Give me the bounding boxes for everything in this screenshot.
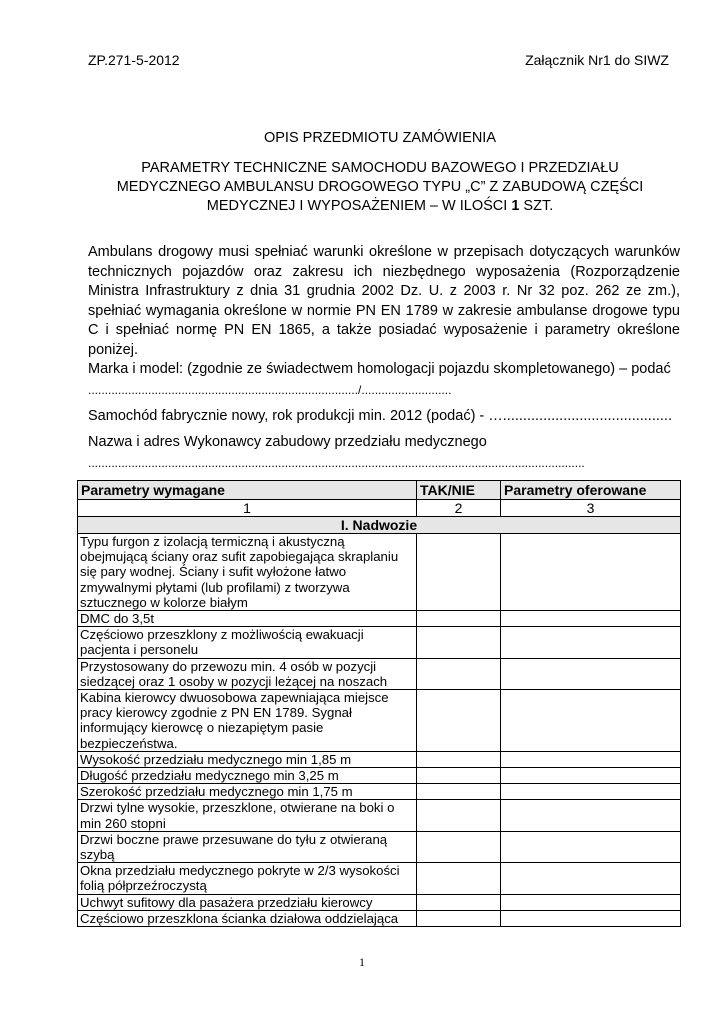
subtitle-line-3-text: MEDYCZNEJ I WYPOSAŻENIEM – W ILOŚCI bbox=[206, 198, 512, 214]
offered-param-cell[interactable] bbox=[501, 831, 681, 862]
yes-no-cell[interactable] bbox=[417, 627, 501, 658]
column-number: 2 bbox=[417, 500, 501, 517]
contractor-label: Nazwa i adres Wykonawcy zabudowy przedziału medycznego bbox=[88, 434, 487, 450]
table-row bbox=[78, 784, 681, 800]
contractor-field[interactable]: ..................................................................................................................................................... bbox=[88, 456, 585, 470]
param-description: Okna przedziału medycznego pokryte w 2/3 wysokości folią półprzeźroczystą bbox=[78, 863, 417, 894]
table-row bbox=[78, 751, 681, 767]
offered-param-cell[interactable] bbox=[501, 800, 681, 831]
table-row bbox=[78, 863, 681, 894]
table-row bbox=[78, 611, 681, 627]
offered-param-cell[interactable] bbox=[501, 784, 681, 800]
document-title: OPIS PRZEDMIOTU ZAMÓWIENIA bbox=[263, 130, 496, 146]
yes-no-cell[interactable] bbox=[417, 800, 501, 831]
table-row bbox=[78, 627, 681, 658]
offered-param-cell[interactable] bbox=[501, 768, 681, 784]
param-description: Długość przedziału medycznego min 3,25 m bbox=[78, 768, 417, 784]
param-description: Kabina kierowcy dwuosobowa zapewniająca miejsce pracy kierowcy zgodnie z PN EN 1789. Sygnał informujący kierowcę o niezapiętym pasie bezpieczeństwa. bbox=[78, 690, 417, 752]
table-row bbox=[78, 768, 681, 784]
yes-no-cell[interactable] bbox=[417, 784, 501, 800]
table-row bbox=[78, 658, 681, 689]
header-yes-no: TAK/NIE bbox=[417, 481, 501, 500]
yes-no-cell[interactable] bbox=[417, 658, 501, 689]
param-description: Wysokość przedziału medycznego min 1,85 m bbox=[78, 751, 417, 767]
offered-param-cell[interactable] bbox=[501, 863, 681, 894]
subtitle-line-1: PARAMETRY TECHNICZNE SAMOCHODU BAZOWEGO I PRZEDZIAŁU bbox=[141, 160, 619, 176]
yes-no-cell[interactable] bbox=[417, 751, 501, 767]
intro-paragraph: Ambulans drogowy musi spełniać warunki określone w przepisach dotyczących warunków technicznych pojazdów oraz zakresu ich niezbędnego wyposażenia (Rozporządzenie Ministra Infrastruktury z dnia 31 grudnia 2002 Dz. U. z 2003 r. Nr 32 poz. 262 ze zm.), spełniać wymagania określone w normie PN EN 1789 w zakresie ambulanse drogowe typu C i spełniać normę PN EN 1865, a także posiadać wyposażenie i parametry określone poniżej. bbox=[88, 244, 680, 358]
subtitle-line-3 bbox=[70, 197, 690, 216]
table-row bbox=[78, 831, 681, 862]
param-description: Uchwyt sufitowy dla pasażera przedziału kierowcy bbox=[78, 894, 417, 910]
yes-no-cell[interactable] bbox=[417, 611, 501, 627]
yes-no-cell[interactable] bbox=[417, 768, 501, 784]
production-year-field[interactable]: Samochód fabrycznie nowy, rok produkcji min. 2012 (podać) - ….......................................... bbox=[88, 408, 672, 424]
table-row bbox=[78, 910, 681, 926]
column-number: 3 bbox=[501, 500, 681, 517]
param-description: Drzwi tylne wysokie, przeszklone, otwierane na boki o min 260 stopni bbox=[78, 800, 417, 831]
subtitle-line-2: MEDYCZNEGO AMBULANSU DROGOWEGO TYPU „C” Z ZABUDOWĄ CZĘŚCI bbox=[116, 179, 644, 195]
offered-param-cell[interactable] bbox=[501, 627, 681, 658]
brand-model-label: Marka i model: (zgodnie ze świadectwem homologacji pojazdu skompletowanego) – podać bbox=[88, 361, 671, 377]
table-row bbox=[78, 800, 681, 831]
header-required-params: Parametry wymagane bbox=[78, 481, 417, 500]
yes-no-cell[interactable] bbox=[417, 831, 501, 862]
page-number: 1 bbox=[359, 955, 365, 969]
section-row bbox=[78, 517, 681, 534]
table-row bbox=[78, 690, 681, 752]
table-header-row bbox=[78, 481, 681, 500]
subtitle-line-3-unit: SZT. bbox=[519, 198, 554, 214]
table-row bbox=[78, 894, 681, 910]
param-description: Drzwi boczne prawe przesuwane do tyłu z otwieraną szybą bbox=[78, 831, 417, 862]
offered-param-cell[interactable] bbox=[501, 894, 681, 910]
yes-no-cell[interactable] bbox=[417, 910, 501, 926]
document-reference: ZP.271-5-2012 bbox=[88, 52, 180, 68]
offered-param-cell[interactable] bbox=[501, 910, 681, 926]
attachment-label: Załącznik Nr1 do SIWZ bbox=[525, 52, 669, 68]
yes-no-cell[interactable] bbox=[417, 863, 501, 894]
header-offered-params: Parametry oferowane bbox=[501, 481, 681, 500]
offered-param-cell[interactable] bbox=[501, 611, 681, 627]
param-description: DMC do 3,5t bbox=[78, 611, 417, 627]
param-description: Szerokość przedziału medycznego min 1,75 m bbox=[78, 784, 417, 800]
param-description: Przystosowany do przewozu min. 4 osób w pozycji siedzącej oraz 1 osoby w pozycji leżącej na noszach bbox=[78, 658, 417, 689]
offered-param-cell[interactable] bbox=[501, 534, 681, 611]
specification-table bbox=[77, 480, 681, 927]
column-number: 1 bbox=[78, 500, 417, 517]
brand-model-field[interactable]: ................................................................................./........................... bbox=[88, 383, 452, 397]
yes-no-cell[interactable] bbox=[417, 690, 501, 752]
offered-param-cell[interactable] bbox=[501, 751, 681, 767]
yes-no-cell[interactable] bbox=[417, 894, 501, 910]
document-subtitle bbox=[70, 159, 690, 216]
param-description: Typu furgon z izolacją termiczną i akustyczną obejmującą ściany oraz sufit zapobiegająca skraplaniu się pary wodnej. Ściany i sufit wyłożone łatwo zmywalnymi płytami (lub profilami) z tworzywa sztucznego w kolorze białym bbox=[78, 534, 417, 611]
param-description: Częściowo przeszklona ścianka działowa oddzielająca bbox=[78, 910, 417, 926]
column-number-row bbox=[78, 500, 681, 517]
table-row bbox=[78, 534, 681, 611]
section-title: I. Nadwozie bbox=[78, 517, 681, 534]
param-description: Częściowo przeszklony z możliwością ewakuacji pacjenta i personelu bbox=[78, 627, 417, 658]
yes-no-cell[interactable] bbox=[417, 534, 501, 611]
quantity-value: 1 bbox=[511, 198, 520, 214]
offered-param-cell[interactable] bbox=[501, 690, 681, 752]
offered-param-cell[interactable] bbox=[501, 658, 681, 689]
